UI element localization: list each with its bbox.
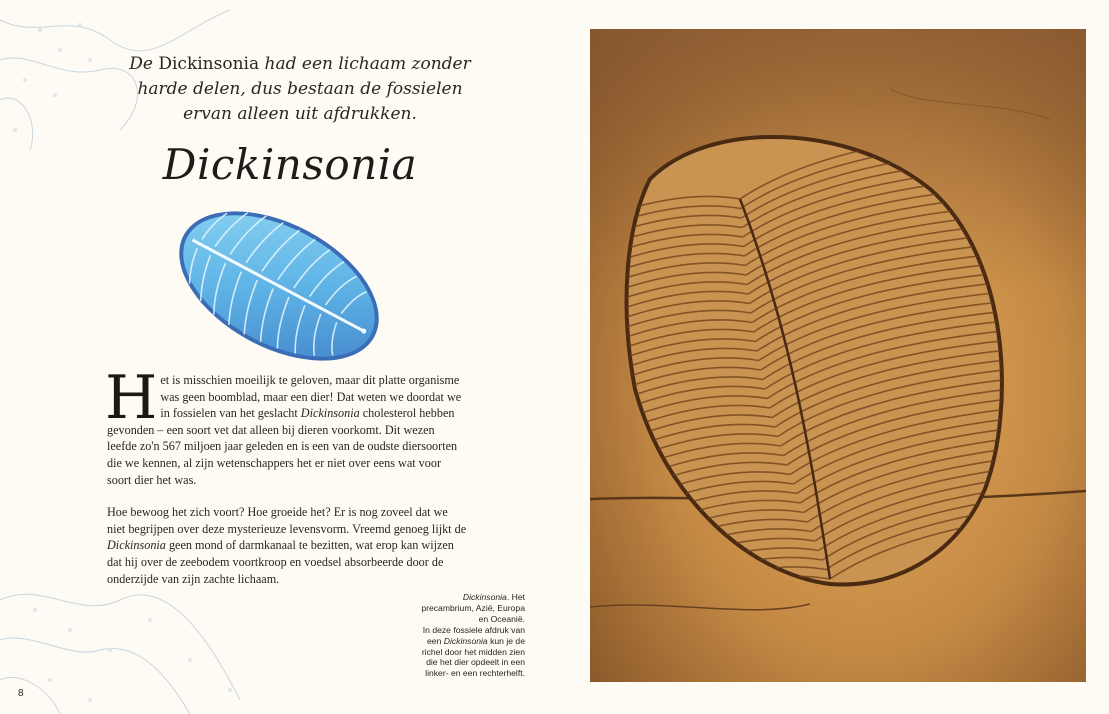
paragraph-1-genus: Dickinsonia	[300, 406, 360, 421]
caption-line-1: . Het precambrium, Azië, Europa en Oceanië.	[421, 592, 525, 624]
caption-genus-2: Dickinsonia	[443, 635, 488, 646]
page-number: 8	[18, 688, 24, 699]
paragraph-1-text-a: et is misschien moeilijk te geloven, maar dit platte organisme was geen boomblad, maar een dier! Dat weten we doordat we in fossielen van het geslacht	[160, 373, 462, 421]
intro-text-1: De	[129, 54, 159, 74]
article-body	[105, 363, 467, 603]
paragraph-2-text-b: geen mond of darmkanaal te bezitten, wat erop kan wijzen dat hij over de zeebodem voortkroop en voedsel absorbeerde door de onderzijde van zijn zachte lichaam.	[107, 538, 454, 586]
fossil-image	[590, 29, 1086, 682]
paragraph-1	[105, 363, 467, 488]
caption-line-2a: In deze fossiele afdruk van een	[422, 624, 525, 646]
drop-cap: H	[105, 363, 158, 433]
paragraph-2	[107, 504, 467, 587]
dickinsonia-fossil-photo	[590, 29, 1086, 682]
dickinsonia-illustration	[172, 206, 387, 366]
caption-line-2b: kun je de richel door het midden zien die het dier opdeelt in een linker- en een rechterhelft.	[421, 635, 525, 679]
paragraph-2-genus: Dickinsonia	[107, 538, 166, 553]
intro-quote	[120, 52, 480, 127]
photo-caption	[410, 592, 525, 679]
intro-text-2: had een lichaam zonder harde delen, dus bestaan de fossielen ervan alleen uit afdrukken.	[137, 54, 471, 124]
page-title: Dickinsonia	[162, 140, 418, 189]
paragraph-1-text-b: cholesterol hebben gevonden – een soort vet dat alleen bij dieren voorkomt. Dit wezen leefde zo'n 567 miljoen jaar geleden en is een van de oudste diersoorten die we kennen, al zijn wetenschappers het er niet over eens wat voor soort dier het was.	[107, 406, 458, 487]
caption-genus-1: Dickinsonia	[462, 592, 507, 602]
intro-genus: Dickinsonia	[158, 54, 260, 74]
paragraph-2-text-a: Hoe bewoog het zich voort? Hoe groeide het? Er is nog zoveel dat we niet begrijpen over deze mysterieuze levensvorm. Vreemd genoeg lijkt de	[107, 505, 467, 536]
